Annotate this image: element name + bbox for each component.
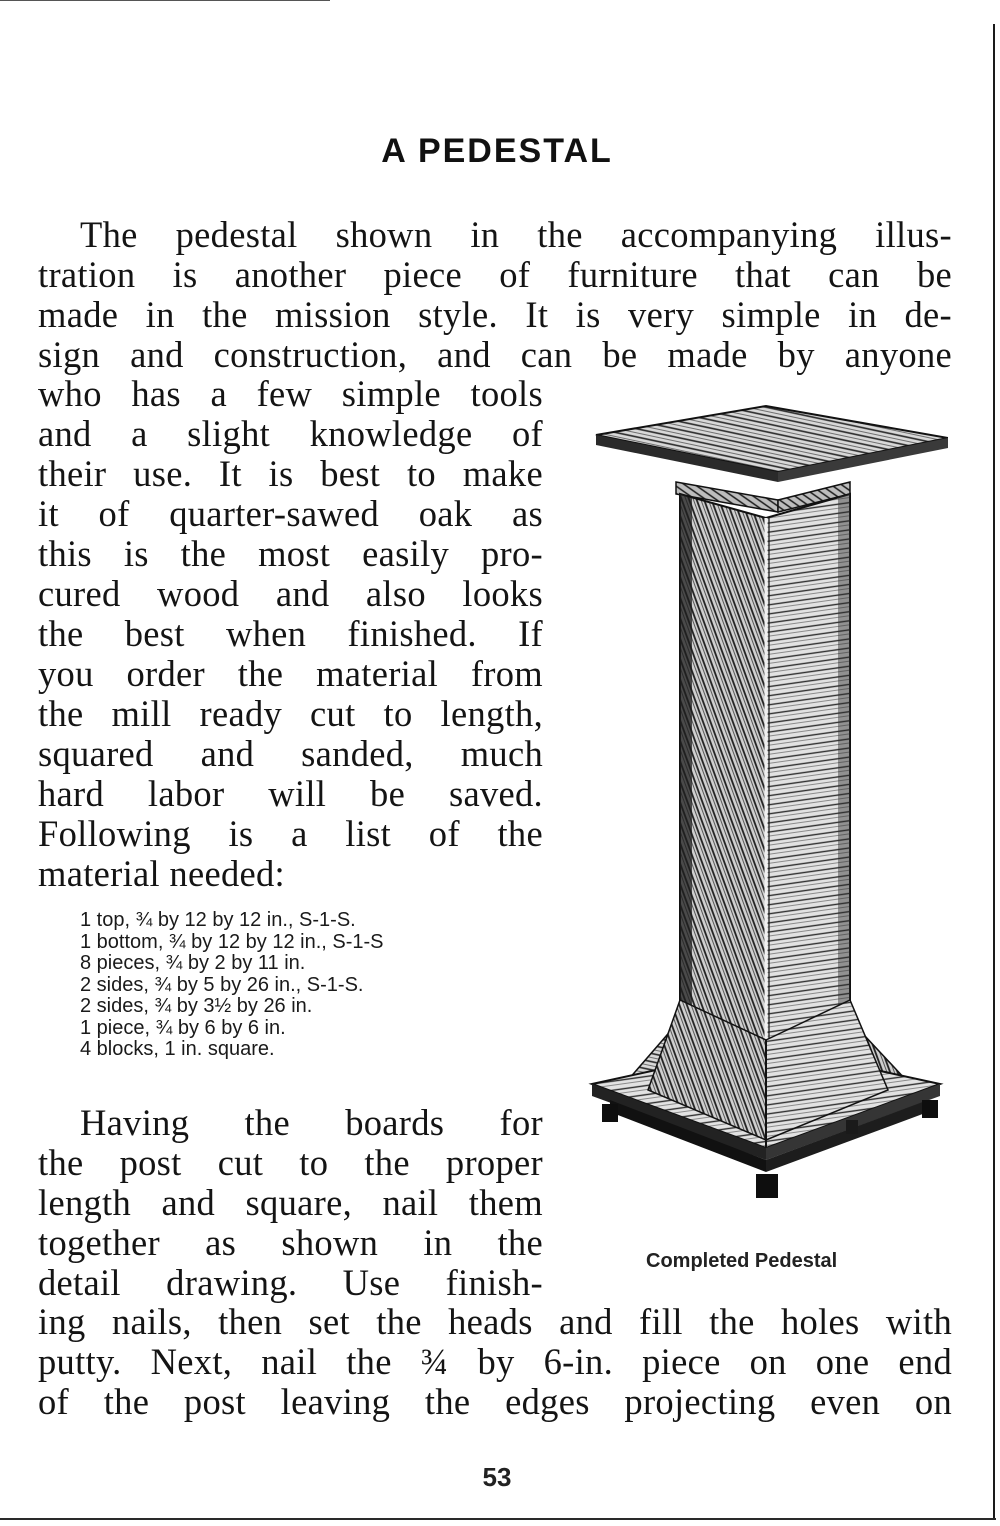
body-line: and a slight knowledge of bbox=[38, 413, 543, 454]
page-title: A PEDESTAL bbox=[381, 132, 613, 170]
body-line: the best when finished. If bbox=[38, 613, 543, 654]
materials-item: 2 sides, ¾ by 5 by 26 in., S-1-S. bbox=[80, 973, 364, 996]
body-line: material needed: bbox=[38, 853, 285, 894]
body-line: their use. It is best to make bbox=[38, 453, 543, 494]
body-line: hard labor will be saved. bbox=[38, 773, 543, 814]
body-line: Following is a list of the bbox=[38, 813, 543, 854]
body-line: tration is another piece of furniture that can be bbox=[38, 254, 952, 295]
materials-list bbox=[80, 910, 384, 1061]
body-line: sign and construction, and can be made by anyone bbox=[38, 334, 952, 375]
body-line: putty. Next, nail the ¾ by 6-in. piece on one end bbox=[38, 1341, 952, 1382]
page-bottom-edge bbox=[0, 1518, 996, 1520]
page-right-edge bbox=[993, 24, 995, 1520]
body-line: of the post leaving the edges projecting even on bbox=[38, 1381, 952, 1422]
pedestal-illustration bbox=[588, 400, 948, 1240]
body-line: you order the material from bbox=[38, 653, 543, 694]
page-top-edge bbox=[0, 0, 330, 1]
body-line: this is the most easily pro- bbox=[38, 533, 543, 574]
body-line: squared and sanded, much bbox=[38, 733, 543, 774]
body-line: Having the boards for bbox=[80, 1102, 543, 1143]
materials-item: 4 blocks, 1 in. square. bbox=[80, 1038, 275, 1060]
body-line: together as shown in the bbox=[38, 1222, 543, 1263]
body-line: ing nails, then set the heads and fill the holes with bbox=[38, 1301, 952, 1342]
page-number: 53 bbox=[482, 1462, 512, 1492]
materials-item: 1 piece, ¾ by 6 by 6 in. bbox=[80, 1016, 286, 1039]
materials-item: 2 sides, ¾ by 3½ by 26 in. bbox=[80, 995, 313, 1017]
body-line: made in the mission style. It is very simple in de- bbox=[38, 294, 952, 335]
body-line: cured wood and also looks bbox=[38, 573, 543, 614]
body-line: the mill ready cut to length, bbox=[38, 693, 543, 734]
body-line: The pedestal shown in the accompanying illus- bbox=[80, 214, 952, 255]
figure-caption: Completed Pedestal bbox=[646, 1250, 838, 1272]
materials-item: 1 bottom, ¾ by 12 by 12 in., S-1-S bbox=[80, 930, 384, 953]
materials-item: 8 pieces, ¾ by 2 by 11 in. bbox=[80, 952, 306, 974]
materials-item: 1 top, ¾ by 12 by 12 in., S-1-S. bbox=[80, 909, 356, 931]
body-line: who has a few simple tools bbox=[38, 373, 543, 414]
body-line: the post cut to the proper bbox=[38, 1142, 543, 1183]
body-line: length and square, nail them bbox=[38, 1182, 543, 1223]
body-line: detail drawing. Use finish- bbox=[38, 1262, 543, 1303]
body-line: it of quarter-sawed oak as bbox=[38, 493, 543, 534]
